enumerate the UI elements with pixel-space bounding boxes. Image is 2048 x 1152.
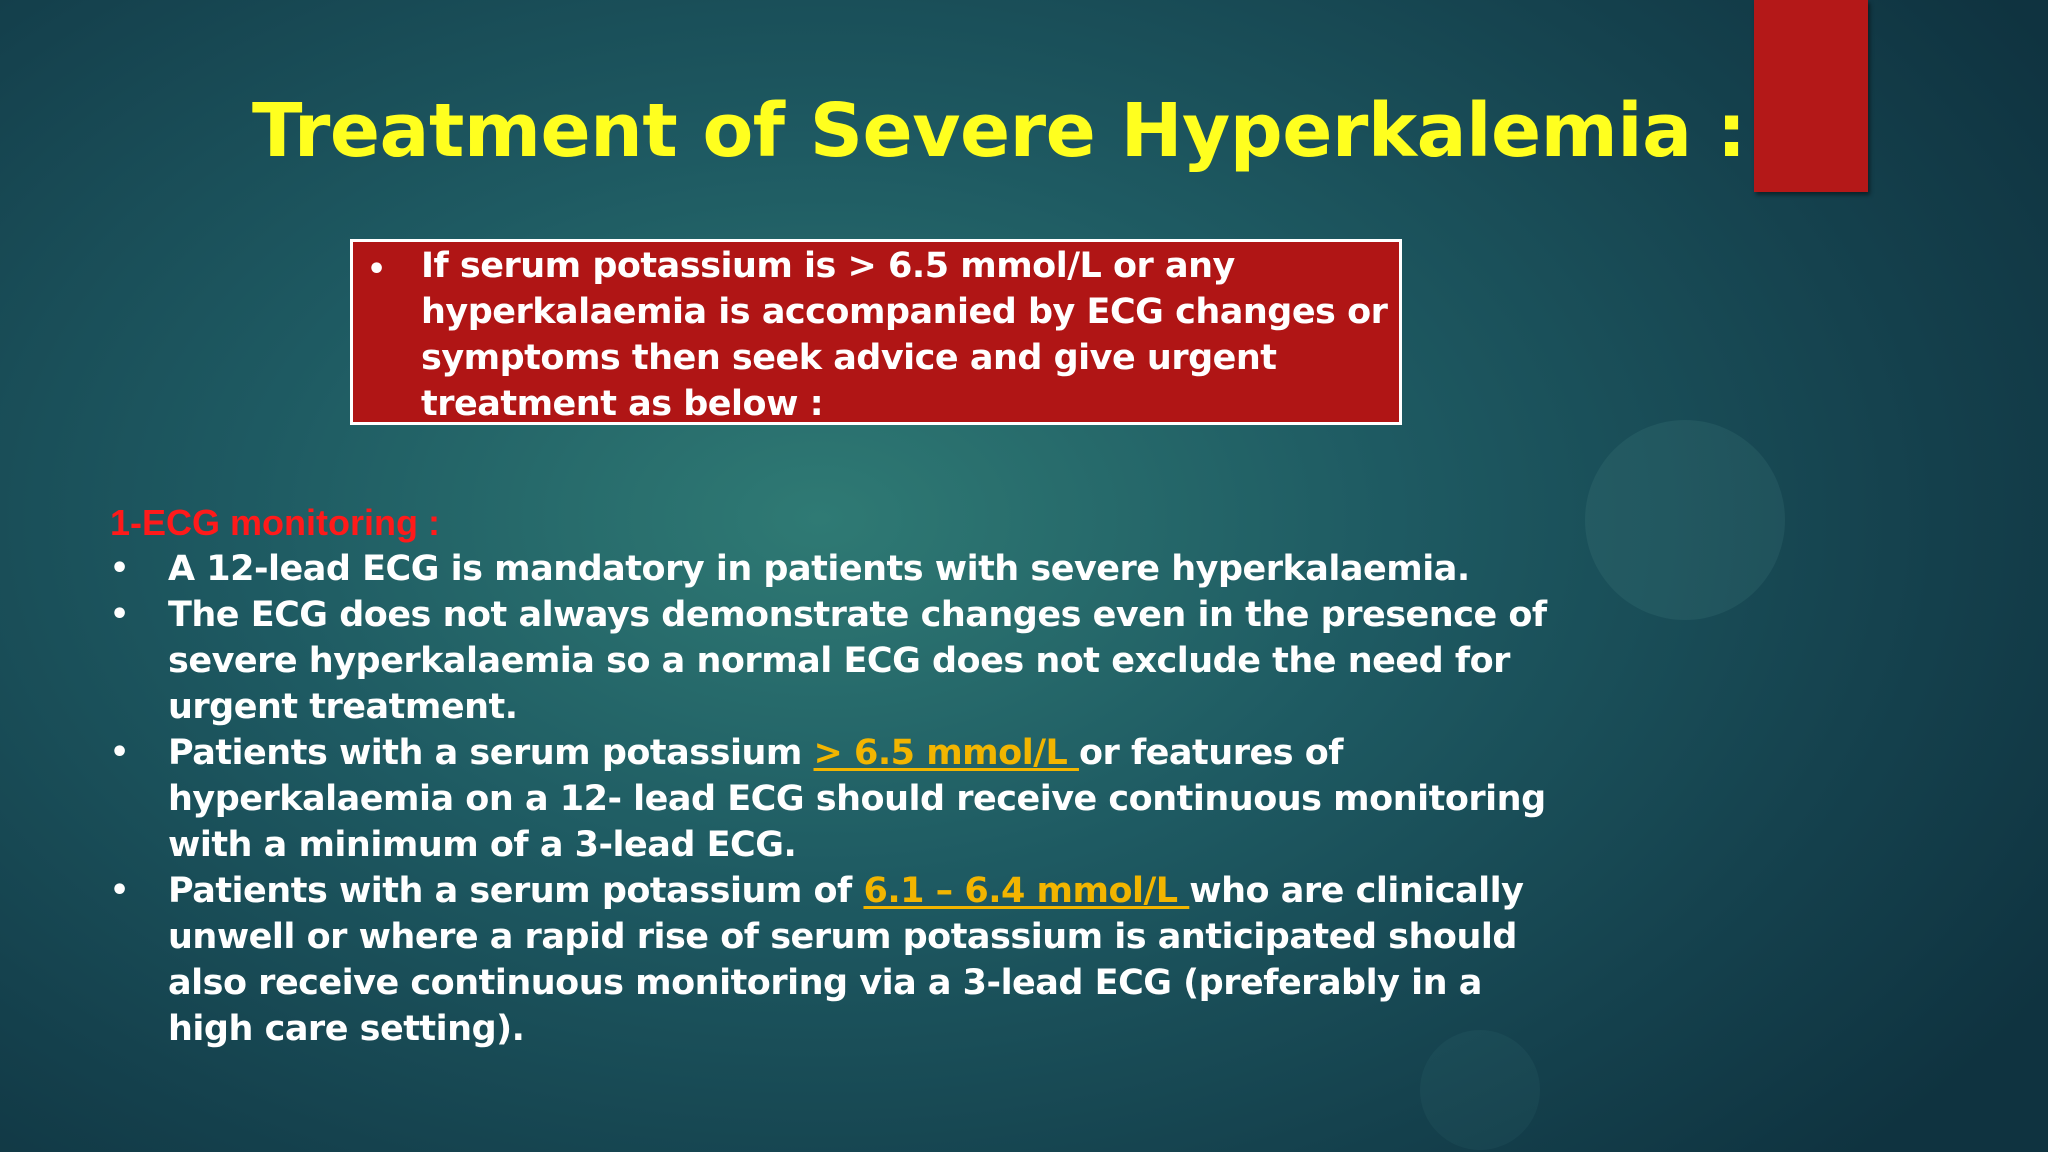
bullet-item (110, 546, 1550, 592)
section-heading: 1-ECG monitoring : (110, 502, 440, 543)
potassium-threshold-highlight: > 6.5 mmol/L (813, 733, 1079, 773)
bullet-dot: • (110, 551, 129, 586)
potassium-range-highlight: 6.1 – 6.4 mmol/L (863, 871, 1190, 911)
bullet-item (110, 730, 1550, 868)
slide-title: Treatment of Severe Hyperkalemia : (252, 88, 1746, 174)
bullet-dot: • (110, 597, 129, 632)
bullet-item (110, 592, 1550, 730)
bullet-text: A 12-lead ECG is mandatory in patients with severe hyperkalaemia. (168, 549, 1470, 589)
bullet-item (110, 868, 1550, 1052)
bullet-text-post: who are clinically unwell or where a rapid rise of serum potassium is anticipated should also receive continuous monitoring via a 3-lead ECG (preferably in a high care setting). (168, 871, 1524, 1049)
alert-text: If serum potassium is > 6.5 mmol/L or any hyperkalaemia is accompanied by ECG changes or symptoms then seek advice and give urgent treatment as below : (421, 246, 1388, 424)
alert-box (350, 239, 1402, 425)
bullet-dot: • (110, 735, 129, 770)
bullet-text-pre: Patients with a serum potassium (168, 733, 814, 773)
bullet-text: The ECG does not always demonstrate changes even in the presence of severe hyperkalaemia so a normal ECG does not exclude the need for urgent treatment. (168, 595, 1547, 727)
bullet-dot: • (367, 252, 387, 287)
bullet-dot: • (110, 873, 129, 908)
background-bokeh-circle (1585, 420, 1785, 620)
bullet-text-pre: Patients with a serum potassium of (168, 871, 864, 911)
bullet-text-post: or features of hyperkalaemia on a 12- lead ECG should receive continuous monitoring with a minimum of a 3-lead ECG. (168, 733, 1546, 865)
bullet-list (110, 546, 1550, 1052)
accent-tab (1754, 0, 1868, 192)
